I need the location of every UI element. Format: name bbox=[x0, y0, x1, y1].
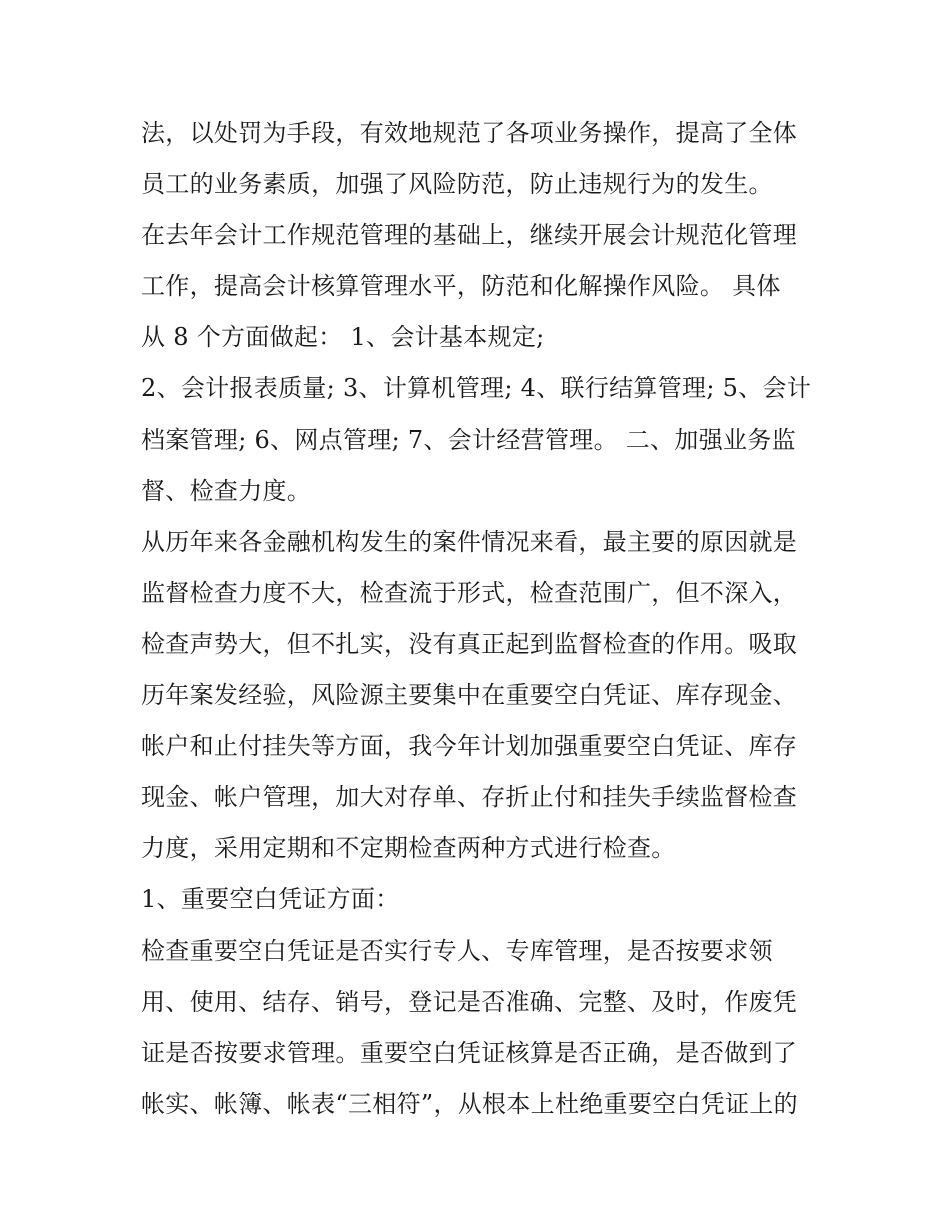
text-line: 证是否按要求管理。重要空白凭证核算是否正确，是否做到了 bbox=[141, 1038, 798, 1067]
text-line: 从历年来各金融机构发生的案件情况来看，最主要的原因就是 bbox=[141, 527, 798, 556]
text-line: 在去年会计工作规范管理的基础上，继续开展会计规范化管理 bbox=[141, 221, 798, 250]
text-line: 督、检查力度。 bbox=[141, 476, 312, 505]
text-line: 法，以处罚为手段，有效地规范了各项业务操作，提高了全体 bbox=[141, 119, 798, 147]
text-line: 从 8 个方面做起： 1、会计基本规定; bbox=[141, 323, 545, 352]
text-line: 员工的业务素质，加强了风险防范，防止违规行为的发生。 bbox=[141, 170, 773, 199]
text-line: 帐实、帐簿、帐表“三相符”，从根本上杜绝重要空白凭证上的 bbox=[141, 1089, 798, 1118]
text-line: 力度，采用定期和不定期检查两种方式进行检查。 bbox=[141, 834, 676, 863]
text-line: 现金、帐户管理，加大对存单、存折止付和挂失手续监督检查 bbox=[141, 783, 798, 812]
text-line: 用、使用、结存、销号，登记是否准确、完整、及时，作废凭 bbox=[141, 987, 798, 1016]
text-line: 检查声势大，但不扎实，没有真正起到监督检查的作用。吸取 bbox=[141, 629, 798, 658]
document-body bbox=[141, 108, 821, 1130]
text-line: 2、会计报表质量; 3、计算机管理; 4、联行结算管理; 5、会计 bbox=[141, 374, 812, 403]
text-line: 工作，提高会计核算管理水平，防范和化解操作风险。 具体 bbox=[141, 272, 781, 301]
text-line: 档案管理; 6、网点管理; 7、会计经营管理。 二、加强业务监 bbox=[141, 425, 796, 454]
text-line: 历年案发经验，风险源主要集中在重要空白凭证、库存现金、 bbox=[141, 681, 798, 710]
text-line: 检查重要空白凭证是否实行专人、专库管理，是否按要求领 bbox=[141, 936, 773, 965]
text-line: 帐户和止付挂失等方面，我今年计划加强重要空白凭证、库存 bbox=[141, 732, 798, 761]
text-line: 1、重要空白凭证方面： bbox=[141, 885, 400, 914]
text-line: 监督检查力度不大，检查流于形式，检查范围广，但不深入， bbox=[141, 578, 798, 607]
